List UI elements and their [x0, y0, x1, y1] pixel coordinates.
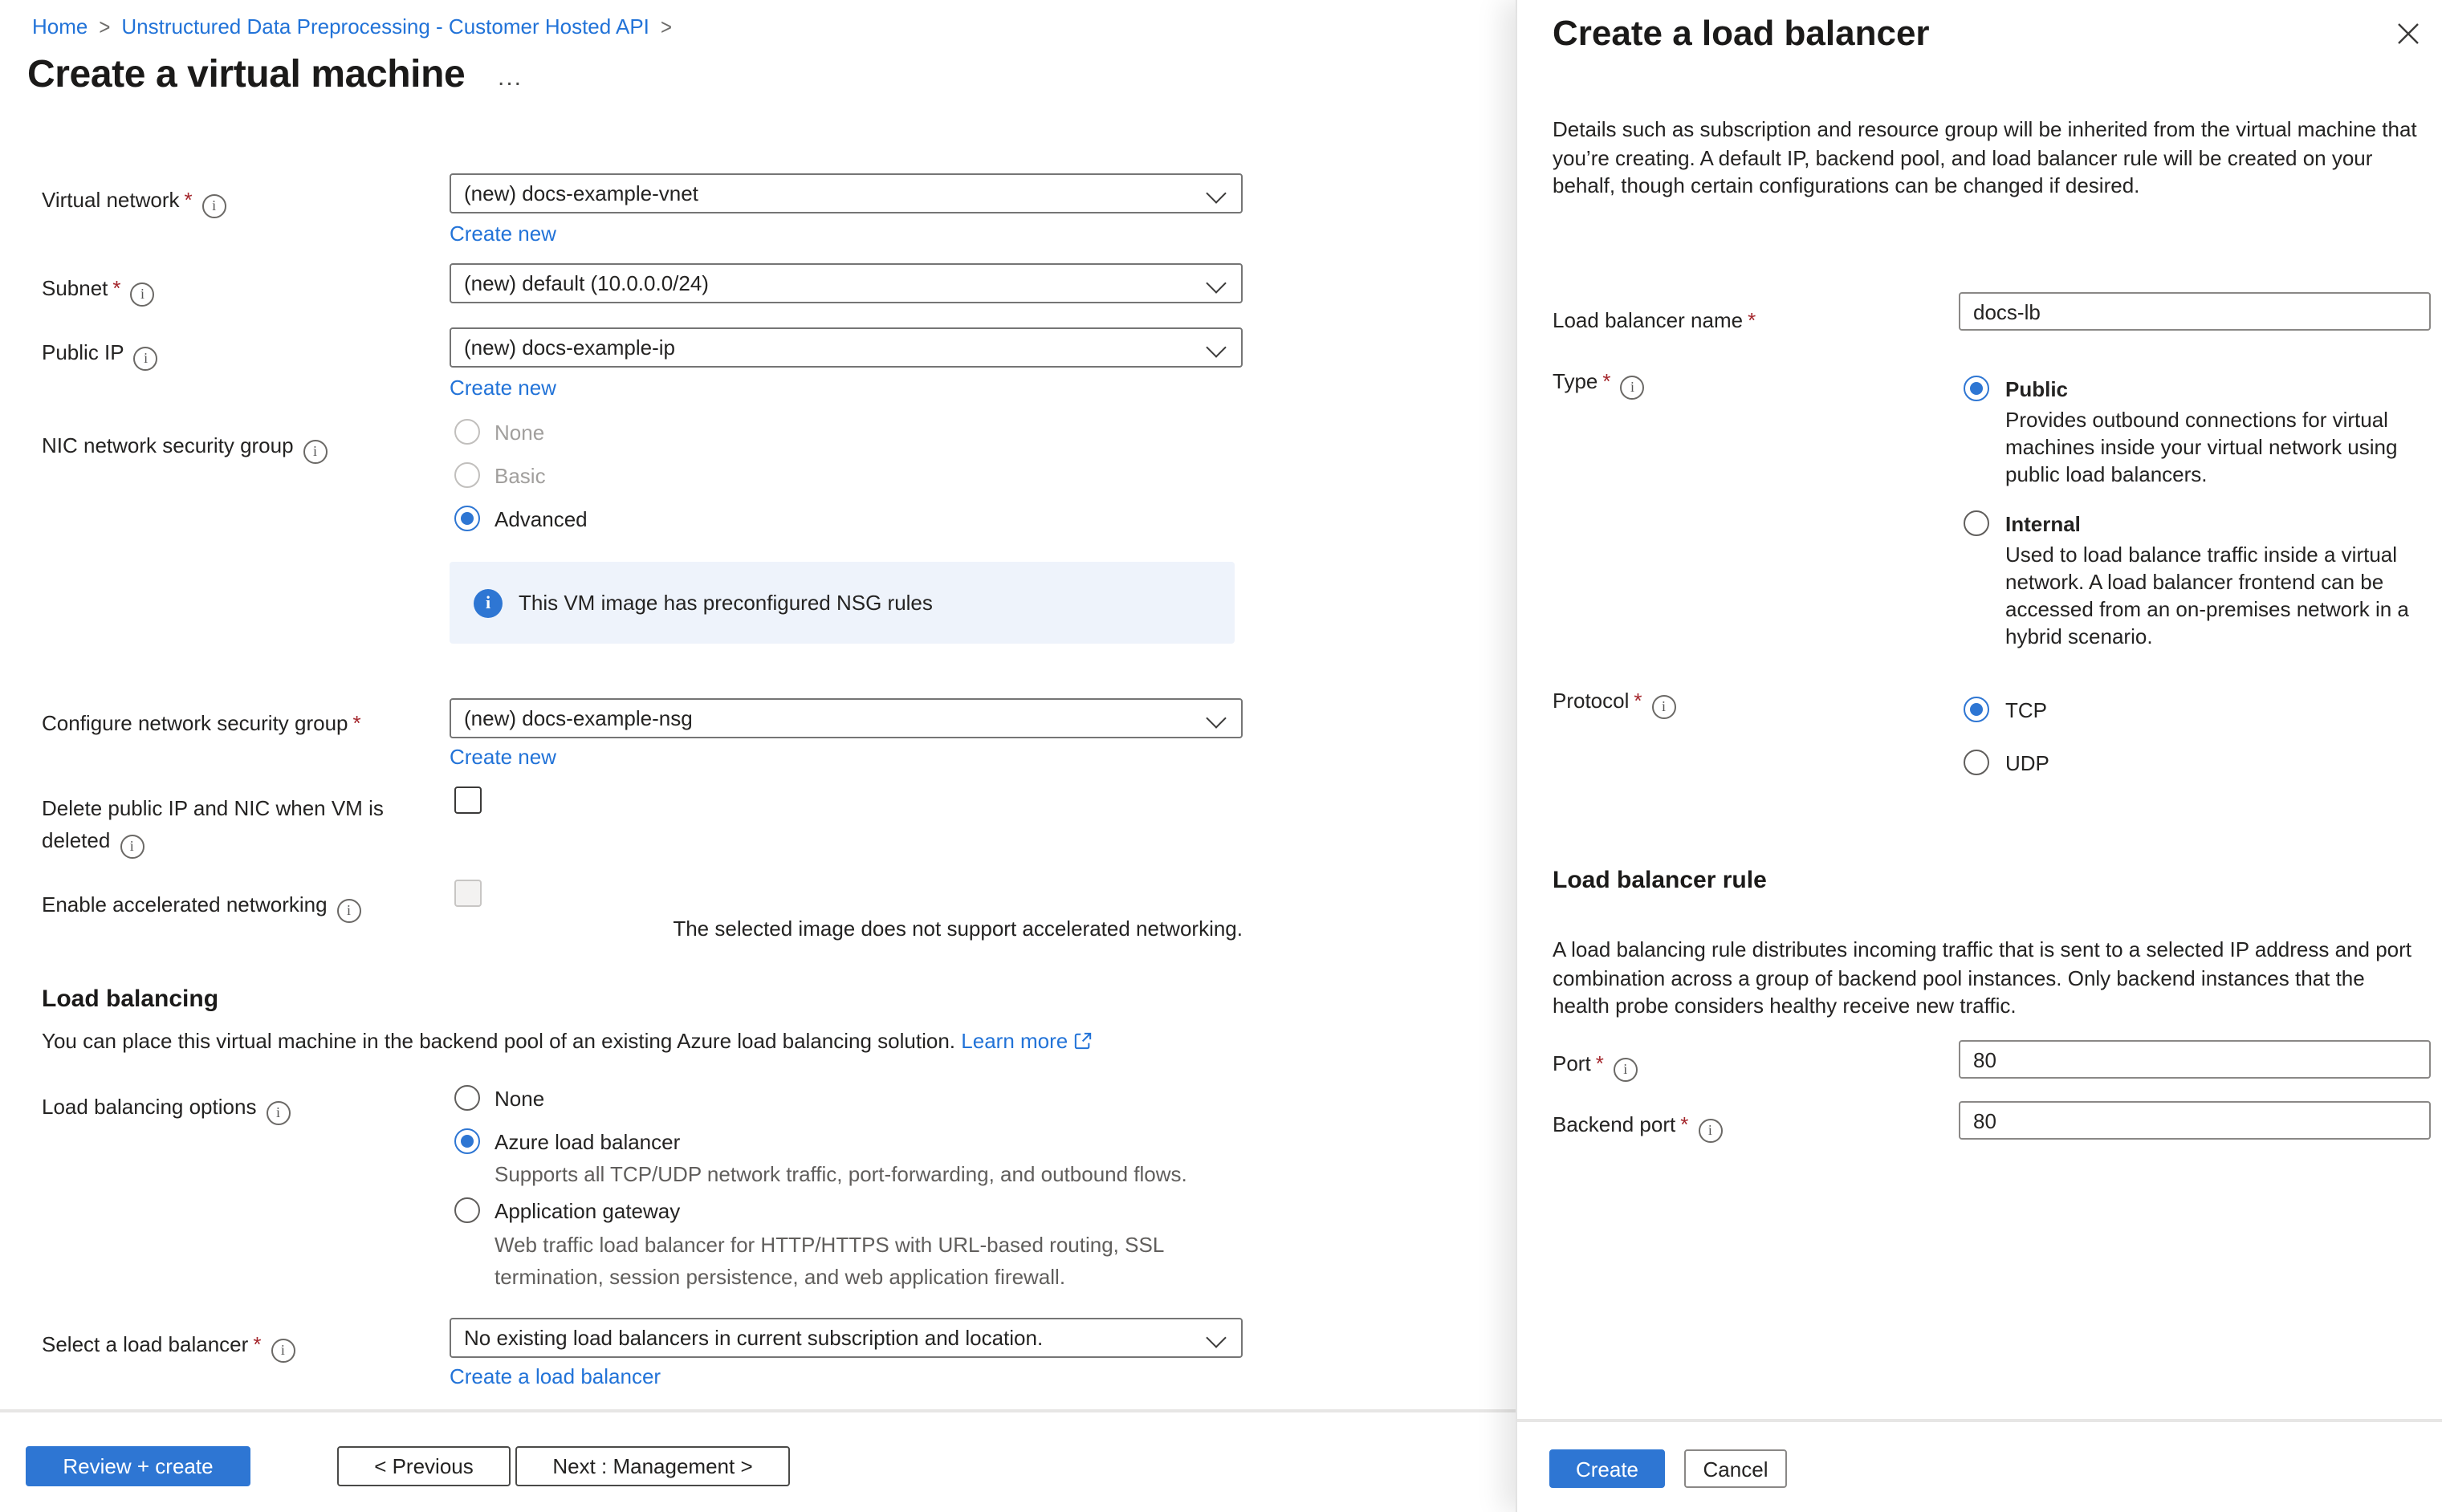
- breadcrumb-home-link[interactable]: Home: [32, 14, 88, 39]
- review-create-button[interactable]: Review + create: [26, 1446, 250, 1486]
- info-icon[interactable]: [1614, 1058, 1638, 1082]
- chevron-right-icon: [661, 14, 672, 40]
- previous-button[interactable]: < Previous: [337, 1446, 511, 1486]
- chevron-down-icon: [1206, 1327, 1226, 1347]
- panel-title: Create a load balancer: [1553, 13, 1930, 53]
- select-lb-label: Select a load balancer *i: [42, 1331, 437, 1363]
- info-icon[interactable]: [1652, 695, 1676, 719]
- select-lb-select[interactable]: No existing load balancers in current subscription and location.: [450, 1318, 1243, 1358]
- page-title: Create a virtual machine: [27, 53, 466, 96]
- chevron-down-icon: [1206, 337, 1226, 357]
- configure-nsg-create-new-link[interactable]: Create new: [450, 745, 556, 769]
- virtual-network-create-new-link[interactable]: Create new: [450, 222, 556, 246]
- lb-options-radio-gateway[interactable]: [454, 1197, 480, 1223]
- external-link-icon: [1074, 1029, 1092, 1057]
- info-icon[interactable]: [303, 440, 328, 464]
- lb-options-gateway-description: Web traffic load balancer for HTTP/HTTPS with URL-based routing, SSL termination, session persistence, and web application firewall.: [495, 1233, 1164, 1289]
- panel-footer-divider: [1517, 1419, 2442, 1422]
- breadcrumb: [32, 14, 683, 39]
- chevron-down-icon: [1206, 708, 1226, 728]
- lb-name-input[interactable]: [1959, 292, 2431, 331]
- banner-text: This VM image has preconfigured NSG rules: [519, 591, 933, 615]
- accelerated-networking-checkbox: [454, 880, 482, 907]
- create-button[interactable]: Create: [1549, 1449, 1665, 1488]
- backend-port-label: Backend port *i: [1553, 1112, 1938, 1143]
- info-icon[interactable]: [271, 1339, 295, 1363]
- nic-nsg-radio-advanced-label: Advanced: [495, 507, 588, 531]
- learn-more-link[interactable]: Learn more: [961, 1029, 1092, 1053]
- footer-divider: [0, 1409, 1516, 1412]
- chevron-right-icon: [99, 14, 110, 40]
- accelerated-networking-note: The selected image does not support accelerated networking.: [673, 917, 1243, 941]
- info-filled-icon: [474, 588, 503, 617]
- info-icon[interactable]: [337, 899, 361, 923]
- port-label: Port *i: [1553, 1051, 1938, 1082]
- more-options-button[interactable]: ...: [498, 64, 523, 91]
- protocol-label: Protocol * i: [1553, 689, 1938, 719]
- port-input[interactable]: [1959, 1040, 2431, 1079]
- protocol-radio-tcp-label: TCP: [2005, 698, 2047, 722]
- load-balancing-description: You can place this virtual machine in the backend pool of an existing Azure load balancing solution. Learn more: [42, 1027, 1294, 1057]
- type-radio-public[interactable]: [1964, 376, 1989, 401]
- public-ip-create-new-link[interactable]: Create new: [450, 376, 556, 400]
- close-icon[interactable]: [2394, 19, 2423, 48]
- type-radio-public-label: Public: [2005, 377, 2069, 401]
- nic-nsg-radio-none-label: None: [495, 421, 545, 445]
- subnet-select[interactable]: (new) default (10.0.0.0/24): [450, 263, 1243, 303]
- nic-nsg-label: NIC network security groupi: [42, 432, 437, 464]
- lb-options-label: Load balancing optionsi: [42, 1093, 437, 1125]
- nic-nsg-radio-basic-label: Basic: [495, 464, 546, 488]
- lb-options-radio-none[interactable]: [454, 1085, 480, 1111]
- lb-rule-description: A load balancing rule distributes incoming traffic that is sent to a selected IP address and port combination across a group of backend pool instances. Only backend instances that the health probe considers healthy receive new traffic.: [1553, 937, 2411, 1018]
- lb-rule-heading: Load balancer rule: [1553, 867, 1767, 894]
- chevron-down-icon: [1206, 273, 1226, 293]
- info-icon[interactable]: [1621, 376, 1645, 400]
- virtual-network-label: Virtual network *i: [42, 186, 437, 218]
- delete-ip-checkbox[interactable]: [454, 786, 482, 814]
- info-icon[interactable]: [120, 835, 144, 859]
- protocol-radio-tcp[interactable]: [1964, 697, 1989, 722]
- info-icon[interactable]: [266, 1101, 290, 1125]
- virtual-network-select[interactable]: (new) docs-example-vnet: [450, 173, 1243, 213]
- load-balancing-heading: Load balancing: [42, 986, 219, 1013]
- nic-nsg-radio-none[interactable]: [454, 419, 480, 445]
- type-radio-internal[interactable]: [1964, 510, 1989, 536]
- nic-nsg-radio-advanced[interactable]: [454, 506, 480, 531]
- create-load-balancer-panel: [1516, 0, 2442, 1512]
- configure-nsg-label: Configure network security group *: [42, 711, 361, 735]
- next-management-button[interactable]: Next : Management >: [515, 1446, 790, 1486]
- subnet-label: Subnet * i: [42, 274, 437, 307]
- create-load-balancer-link[interactable]: Create a load balancer: [450, 1364, 661, 1388]
- nic-nsg-radio-basic[interactable]: [454, 462, 480, 488]
- configure-nsg-select[interactable]: (new) docs-example-nsg: [450, 698, 1243, 738]
- info-icon[interactable]: [202, 194, 226, 218]
- lb-options-radio-gateway-label: Application gateway: [495, 1199, 681, 1223]
- type-public-description: Provides outbound connections for virtual machines inside your virtual network using public load balancers.: [2005, 408, 2398, 486]
- accelerated-networking-label: Enable accelerated networkingi: [42, 891, 437, 923]
- info-icon[interactable]: [1698, 1119, 1722, 1143]
- nsg-info-banner: [450, 562, 1235, 644]
- type-radio-internal-label: Internal: [2005, 512, 2081, 536]
- cancel-button[interactable]: Cancel: [1684, 1449, 1787, 1488]
- lb-name-label: Load balancer name *: [1553, 308, 1756, 332]
- lb-options-radio-none-label: None: [495, 1087, 545, 1111]
- info-icon[interactable]: [131, 282, 155, 307]
- info-icon[interactable]: [134, 347, 158, 371]
- public-ip-label: Public IP i: [42, 339, 437, 371]
- lb-options-radio-azure[interactable]: [454, 1128, 480, 1154]
- chevron-down-icon: [1206, 183, 1226, 203]
- lb-options-radio-azure-label: Azure load balancer: [495, 1130, 681, 1154]
- panel-description: Details such as subscription and resource group will be inherited from the virtual machine that you’re creating. A default IP, backend pool, and load balancer rule will be created on your behalf, though certain configurations can be changed if desired.: [1553, 117, 2417, 197]
- lb-options-azure-description: Supports all TCP/UDP network traffic, port-forwarding, and outbound flows.: [495, 1162, 1187, 1186]
- breadcrumb-resource-link[interactable]: Unstructured Data Preprocessing - Customer Hosted API: [121, 14, 649, 39]
- delete-ip-label: Delete public IP and NIC when VM is deletedi: [42, 793, 408, 859]
- public-ip-select[interactable]: (new) docs-example-ip: [450, 327, 1243, 368]
- backend-port-input[interactable]: [1959, 1101, 2431, 1140]
- protocol-radio-udp[interactable]: [1964, 750, 1989, 775]
- lb-type-label: Type * i: [1553, 369, 1938, 400]
- type-internal-description: Used to load balance traffic inside a virtual network. A load balancer frontend can be accessed from an on-premises network in a hybrid scenario.: [2005, 543, 2409, 648]
- protocol-radio-udp-label: UDP: [2005, 751, 2049, 775]
